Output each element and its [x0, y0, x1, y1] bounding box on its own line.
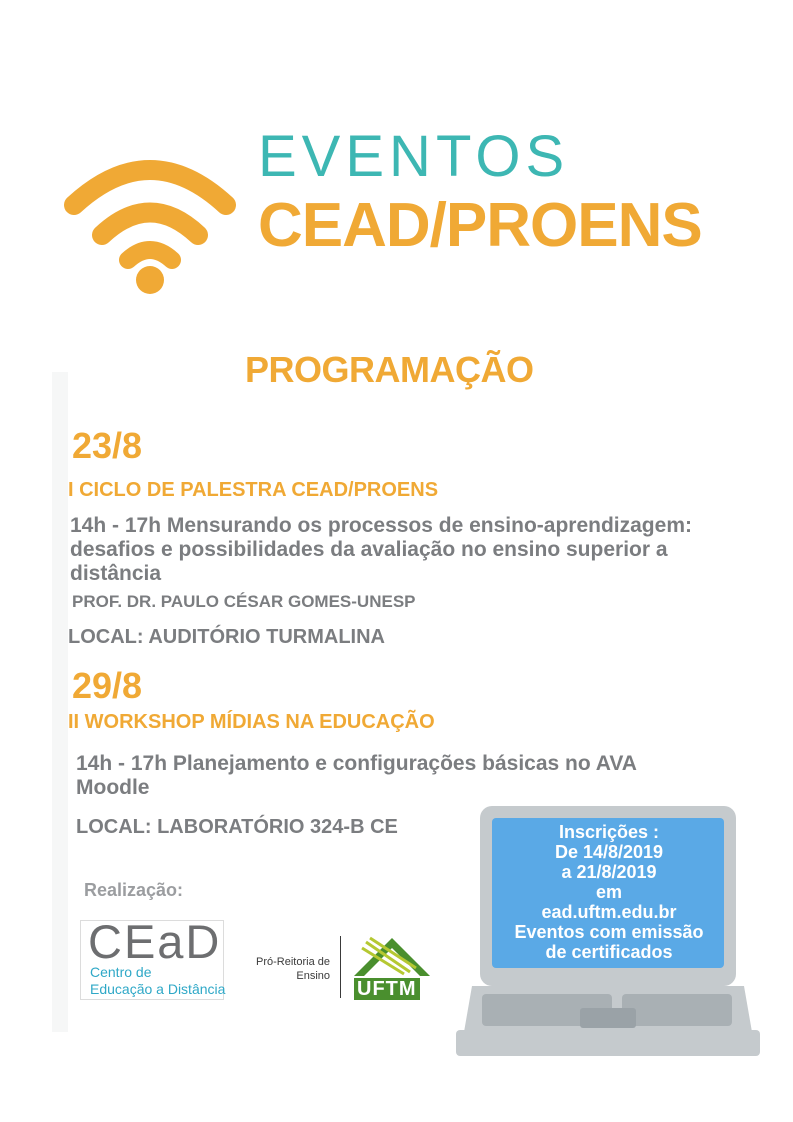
registration-line: a 21/8/2019	[561, 862, 657, 882]
pro-reitoria-line: Pró-Reitoria de	[256, 956, 330, 968]
title-cead-proens: CEAD/PROENS	[258, 191, 702, 260]
registration-line: Inscrições :	[558, 822, 660, 842]
event-date: 29/8	[72, 665, 143, 706]
pro-reitoria-label	[238, 955, 330, 983]
event-name: I CICLO DE PALESTRA CEAD/PROENS	[68, 479, 439, 501]
event-date: 23/8	[72, 425, 143, 466]
talk-line: 14h - 17h Planejamento e configurações básicas no AVA	[76, 752, 637, 775]
cead-subtitle-line: Centro de	[90, 964, 152, 980]
speaker: PROF. DR. PAULO CÉSAR GOMES-UNESP	[72, 592, 416, 611]
registration-line: em	[595, 882, 622, 902]
cead-logo: CEaD	[88, 915, 222, 968]
talk-line: 14h - 17h Mensurando os processos de ensino-aprendizagem:	[70, 514, 692, 537]
registration-line: Eventos com emissão	[514, 922, 704, 942]
uftm-logo: UFTM	[354, 978, 420, 1000]
program-heading: PROGRAMAÇÃO	[245, 349, 534, 390]
cead-subtitle	[90, 964, 225, 998]
cead-subtitle-line: Educação a Distância	[90, 981, 226, 997]
registration-info	[498, 822, 720, 962]
event-location: LOCAL: LABORATÓRIO 324-B CE	[76, 816, 398, 838]
talk-line: distância	[70, 562, 162, 585]
uftm-emblem-icon	[352, 934, 432, 978]
registration-url: ead.uftm.edu.br	[541, 902, 677, 922]
logo-divider	[340, 936, 341, 998]
event-location: LOCAL: AUDITÓRIO TURMALINA	[68, 626, 385, 648]
realizacao-label: Realização:	[84, 880, 184, 900]
pro-reitoria-line: Ensino	[296, 970, 330, 982]
title-eventos: EVENTOS	[258, 124, 570, 189]
talk-line: Moodle	[76, 776, 150, 799]
event-name: II WORKSHOP MÍDIAS NA EDUCAÇÃO	[68, 711, 435, 733]
wifi-icon	[60, 150, 240, 300]
registration-line: de certificados	[545, 942, 673, 962]
registration-line: De 14/8/2019	[554, 842, 664, 862]
talk-line: desafios e possibilidades da avaliação no ensino superior a	[70, 538, 668, 561]
